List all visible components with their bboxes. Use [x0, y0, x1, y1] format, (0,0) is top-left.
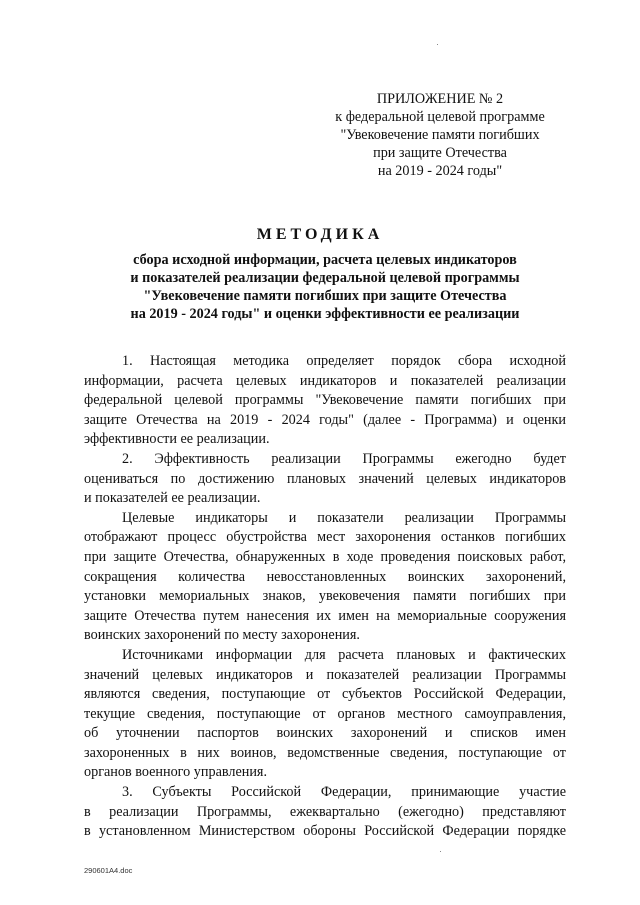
body-line: защите Отечества на 2019 - 2024 годы" (далее - Программа) и оценки: [84, 411, 566, 428]
document-subtitle: [60, 251, 590, 323]
body-line: информации, расчета целевых индикаторов и показателей реализации: [84, 372, 566, 389]
appendix-line: на 2019 - 2024 годы": [377, 163, 503, 179]
body-line: являются сведения, поступающие от субъектов Российской Федерации,: [84, 686, 566, 703]
body-line: при защите Отечества, обнаруженных в ходе проведения поисковых работ,: [84, 548, 566, 565]
body-line: и показателей ее реализации.: [84, 490, 261, 507]
body-line: 3. Субъекты Российской Федерации, принимающие участие: [122, 784, 566, 801]
scan-speck: [437, 44, 438, 45]
appendix-line: ПРИЛОЖЕНИЕ № 2: [376, 91, 504, 107]
appendix-header: [300, 90, 580, 180]
body-line: Источниками информации для расчета плановых и фактических: [122, 646, 566, 663]
body-line: установки мемориальных знаков, увековечения памяти погибших при: [84, 588, 566, 605]
body-line: Целевые индикаторы и показатели реализации Программы: [122, 509, 566, 526]
subtitle-line: "Увековечение памяти погибших при защите Отечества: [143, 288, 507, 304]
appendix-line: "Увековечение памяти погибших: [340, 127, 540, 143]
footer-file-code: 290601A4.doc: [84, 866, 133, 875]
body-line: сокращения количества невосстановленных воинских захоронений,: [84, 568, 566, 585]
body-line: в реализации Программы, ежеквартально (ежегодно) представляют: [84, 803, 566, 820]
body-line: оцениваться по достижению плановых значений целевых индикаторов: [84, 470, 566, 487]
body-line: федеральной целевой программы "Увековечение памяти погибших при: [84, 392, 566, 409]
document-title: МЕТОДИКА: [256, 226, 384, 243]
body-line: отображают процесс обустройства мест захоронения останков погибших: [84, 529, 566, 546]
body-line: 2. Эффективность реализации Программы ежегодно будет: [122, 450, 566, 467]
body-line: текущие сведения, поступающие от органов местного самоуправления,: [84, 705, 566, 722]
body-line: органов военного управления.: [84, 764, 268, 781]
body-line: эффективности ее реализации.: [84, 431, 270, 448]
body-line: 1. Настоящая методика определяет порядок сбора исходной: [122, 353, 566, 369]
body-line: в установленном Министерством обороны Российской Федерации порядке: [84, 823, 566, 840]
document-body: [84, 352, 566, 842]
body-line: об уточнении паспортов воинских захоронений и списков имен: [84, 725, 566, 742]
appendix-line: к федеральной целевой программе: [335, 109, 545, 125]
body-line: значений целевых индикаторов и показателей реализации Программы: [84, 666, 566, 683]
body-line: защите Отечества путем нанесения их имен на мемориальные сооружения: [84, 607, 566, 624]
subtitle-line: сбора исходной информации, расчета целевых индикаторов: [133, 252, 517, 268]
body-line: воинских захоронений по месту захоронения.: [84, 627, 360, 644]
body-line: захороненных в них воинов, ведомственные сведения, поступающие от: [84, 744, 566, 761]
appendix-line: при защите Отечества: [373, 145, 507, 161]
scan-speck: [440, 851, 441, 852]
subtitle-line: на 2019 - 2024 годы" и оценки эффективности ее реализации: [130, 306, 520, 322]
subtitle-line: и показателей реализации федеральной целевой программы: [130, 270, 520, 286]
